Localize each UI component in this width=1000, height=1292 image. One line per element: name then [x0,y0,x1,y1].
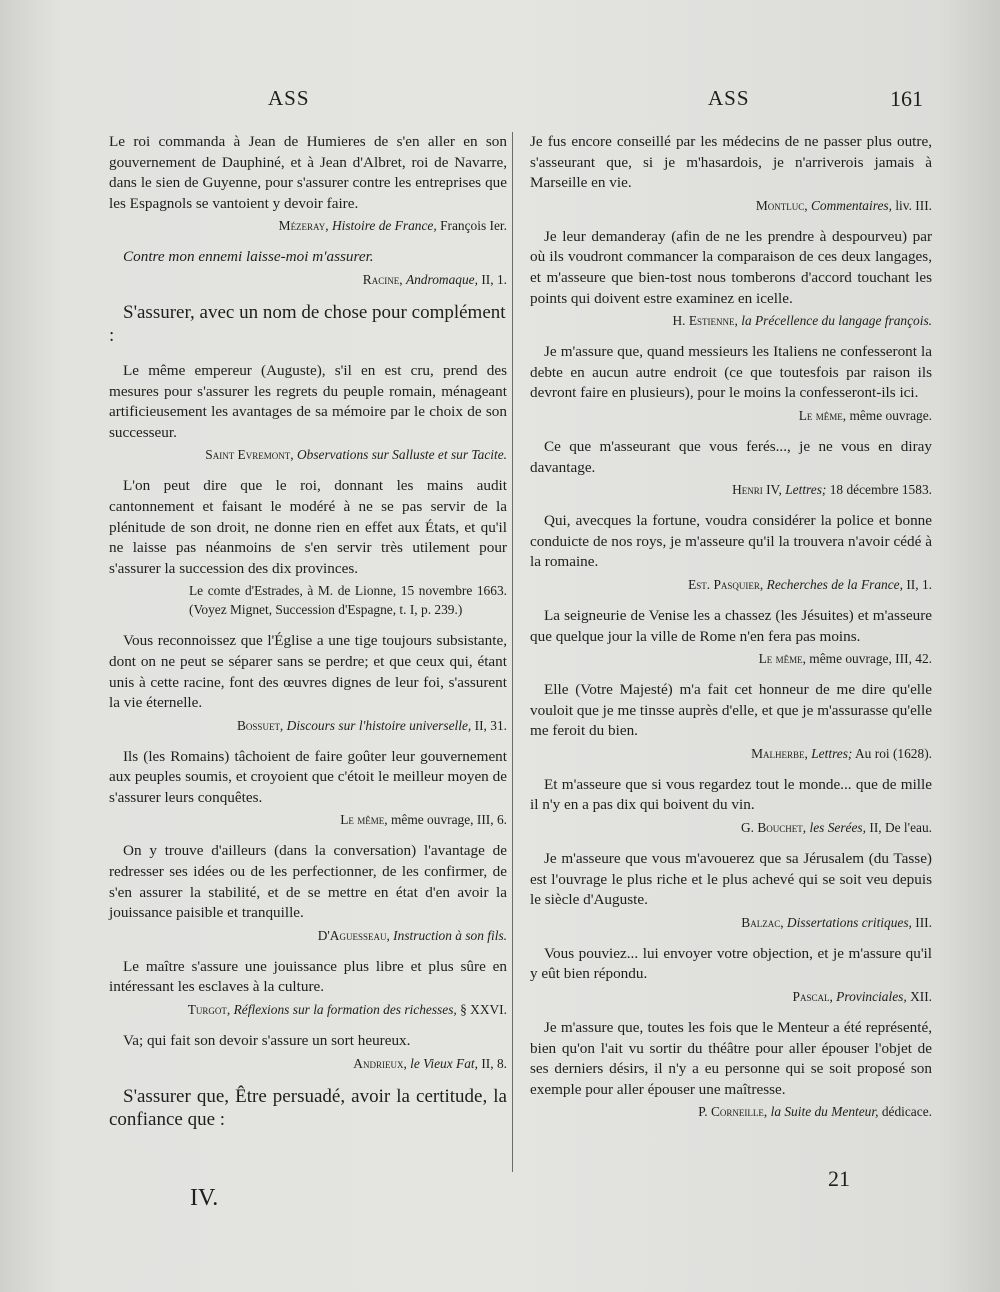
source-reference: liv. III. [895,197,932,213]
quotation [109,476,507,619]
quotation [109,631,507,734]
left-running-head: ASS [268,86,310,110]
source-author: Pascal, [792,989,833,1005]
quotation-text: Je fus encore conseillé par les médecins de ne passer plus outre, s'asseurant que, si je m'hasardois, je n'arriverois jamais à Marseille en vie. [530,133,932,192]
quotation-source: Le comte d'Estrades, à M. de Lionne, 15 novembre 1663. (Voyez Mignet, Succession d'Espagne, t. I, p. 239.) [189,583,507,618]
quotation [109,132,507,235]
source-author: Mézeray, [278,218,329,234]
quotation [530,1018,932,1121]
quotation-text: Ils (les Romains) tâchoient de faire goûter leur gouvernement aux peuples soumis, et croyoient que c'étoit le meilleur moyen de s'assurer leurs conquêtes. [109,747,507,806]
quotation-source [109,1054,507,1073]
source-author: Est. Pasquier, [688,576,764,592]
quotation-source [530,575,932,594]
source-reference: même ouvrage, III, 6. [390,812,507,828]
quotation [530,437,932,499]
source-reference: François Ier. [440,218,507,234]
quotation-text: Le même empereur (Auguste), s'il en est cru, prend des mesures pour s'assurer les regrets du peuple romain, ménageant artificieusement les avantages de sa mémoire par le choix de son successeur. [109,361,507,441]
quotation-source [530,196,932,215]
source-work: Instruction à son fils. [393,927,507,943]
source-work: Histoire de France, [331,218,437,234]
quotation-source [530,987,932,1006]
column-divider [512,132,513,1172]
quotation-source [530,649,932,668]
quotation [530,680,932,763]
quotation-text: Et m'asseure que si vous regardez tout le monde... que de mille il n'y en a pas dix qui boivent du vin. [530,775,932,814]
quotation [530,606,932,668]
source-author: Le même, [798,407,847,423]
source-reference: II, 31. [474,717,507,733]
source-work: Provinciales, [836,989,907,1005]
source-work: Dissertations critiques, [786,914,912,930]
quotation-source [530,1102,932,1121]
source-author: Le même, [340,812,388,828]
quotation [530,849,932,932]
source-reference: même ouvrage. [849,407,932,423]
quotation-source [530,818,932,837]
quotation-text: Elle (Votre Majesté) m'a fait cet honneur de me dire qu'elle vouloit que je me tinsse auprès d'elle, et que je m'assurasse qu'elle me feroit du bien. [530,681,932,740]
source-work: Lettres; [785,482,827,498]
source-reference: dédicace. [881,1104,932,1120]
source-work: Commentaires, [810,197,892,213]
quotation [109,841,507,944]
quotation [530,132,932,215]
source-reference: II, 1. [481,271,507,287]
quotation-source [109,810,507,829]
source-work: la Précellence du langage françois. [741,313,932,329]
quotation-text: Je m'asseure que vous m'avouerez que sa Jérusalem (du Tasse) est l'ouvrage le plus riche et le plus achevé qui se soit veu depuis le siècle d'Auguste. [530,850,932,909]
right-column [530,132,932,1133]
verse-quotation [109,247,507,289]
section-heading: S'assurer, avec un nom de chose pour complément : [109,301,506,346]
quotation [530,227,932,330]
source-author: Montluc, [755,197,808,213]
source-reference: XII. [910,989,932,1005]
quotation-text: Je leur demanderay (afin de ne les prendre à despourveu) par où ils voudront commancer la comparaison de ces deux langages, et m'asseure que bien-tost nous tomberons d'accord touchant les points qui doivent estre examinez en icelle. [530,227,932,307]
source-author: Andrieux, [353,1055,407,1071]
quotation-text: Vous reconnoissez que l'Église a une tige toujours subsistante, dont on ne peut se séparer sans se perdre; et que ceux qui, étant unis à cette racine, font des œuvres dignes de leur foi, s'assurent la vie éternelle. [109,632,507,712]
quotation-source [109,270,507,289]
source-work: la Suite du Menteur, [770,1104,879,1120]
page-number: 161 [890,86,923,111]
quotation-source [109,216,507,235]
section-heading: S'assurer que, Être persuadé, avoir la certitude, la confiance que : [109,1085,507,1130]
source-reference: II, 1. [906,576,932,592]
source-reference: Au roi (1628). [855,745,932,761]
source-reference: II, 8. [481,1055,507,1071]
right-running-head: ASS [708,86,750,110]
source-reference: II, De l'eau. [869,820,932,836]
signature-mark: IV. [190,1185,219,1211]
quotation [109,957,507,1019]
source-author: G. Bouchet, [740,820,807,836]
quotation-text: Je m'assure que, toutes les fois que le Menteur a été représenté, bien qu'on l'ait vu sortir du théâtre pour aller épouser l'objet de ses derniers désirs, il n'y a eu personne qui se soit proposé son exemple pour aller épouser une maîtresse. [530,1019,932,1098]
quotation-text: L'on peut dire que le roi, donnant les mains audit cantonnement et faisant le modéré à ne se pas servir de la plénitude de son droit, ne donne rien en effet aux États, et qu'il ne laisse pas néanmoins de s'en servir très utilement pour s'assurer la succession des dix provinces. [109,477,507,577]
quotation [530,944,932,1006]
source-work: les Serées, [809,820,866,836]
quotation-text: On y trouve d'ailleurs (dans la conversation) l'avantage de redresser ses idées ou de les perfectionner, de les confirmer, de s'en assurer la stabilité, et de se mettre en état d'en avoir la jouissance paisible et tranquille. [109,842,507,922]
source-author: Henri IV, [732,482,782,498]
source-work: le Vieux Fat, [410,1055,478,1071]
quotation-source [530,480,932,499]
quotation [530,342,932,425]
quotation [109,361,507,464]
quotation-text: Le maître s'assure une jouissance plus libre et plus sûre en intéressant les esclaves à la culture. [109,957,507,996]
source-author: Turgot, [187,1002,231,1018]
quotation-text: Vous pouviez... lui envoyer votre objection, et je m'assure qu'il y eût bien répondu. [530,944,932,983]
source-reference: III. [915,914,932,930]
quotation-text: Je m'assure que, quand messieurs les Italiens ne confesseront la debte en aucun autre endroit (ce que toutesfois par raison ils devront faire en plusieurs), pour le moins la confesseront-ils ici. [530,343,932,402]
source-author: Racine, [362,271,403,287]
quotation [530,511,932,594]
quotation-text: Le roi commanda à Jean de Humieres de s'en aller en son gouvernement de Dauphiné, et à Jean d'Albret, roi de Navarre, dans le sien de Guyenne, pour s'assurer contre les entreprises que les Espagnols se vantoient y devoir faire. [109,133,507,212]
quotation-source [109,716,507,735]
quotation-source [109,1000,507,1019]
source-author: H. Estienne, [672,313,738,329]
quotation [109,747,507,830]
source-author: Malherbe, [751,745,808,761]
source-author: P. Corneille, [698,1104,768,1120]
quotation-text: La seigneurie de Venise les a chassez (les Jésuites) et m'asseure que quelque jour la ville de Rome n'en fera pas moins. [530,606,932,645]
source-reference: même ouvrage, III, 42. [809,651,932,667]
source-reference: § XXVI. [460,1002,507,1018]
source-reference: 18 décembre 1583. [829,482,932,498]
source-work: Observations sur Salluste et sur Tacite. [296,447,507,463]
quotation-source [109,445,507,464]
source-work: Recherches de la France, [766,576,903,592]
quotation-text: Ce que m'asseurant que vous ferés..., je ne vous en diray davantage. [530,437,932,476]
source-author: D'Aguesseau, [317,927,390,943]
source-work: Discours sur l'histoire universelle, [286,717,472,733]
source-work: Réflexions sur la formation des richesses, [233,1002,457,1018]
source-author: Saint Evremont, [205,447,294,463]
quotation-source [109,926,507,945]
left-column [109,132,507,1135]
source-work: Andromaque, [405,271,478,287]
source-author: Le même, [758,651,806,667]
source-work: Lettres; [811,745,853,761]
quotation-source [530,311,932,330]
verse-line: Contre mon ennemi laisse-moi m'assurer. [123,248,374,266]
quotation-source [530,406,932,425]
source-author: Balzac, [741,914,784,930]
verse-quotation [109,1031,507,1073]
quotation [530,775,932,837]
quotation-source [530,913,932,932]
signature-number: 21 [828,1166,850,1191]
quotation-text: Qui, avecques la fortune, voudra considérer la police et bonne conduicte de nos roys, je m'asseure qu'il la trouvera n'avoir cédé à la romaine. [530,512,932,571]
quotation-source [530,744,932,763]
verse-line: Va; qui fait son devoir s'assure un sort heureux. [123,1032,411,1050]
source-author: Bossuet, [237,717,284,733]
